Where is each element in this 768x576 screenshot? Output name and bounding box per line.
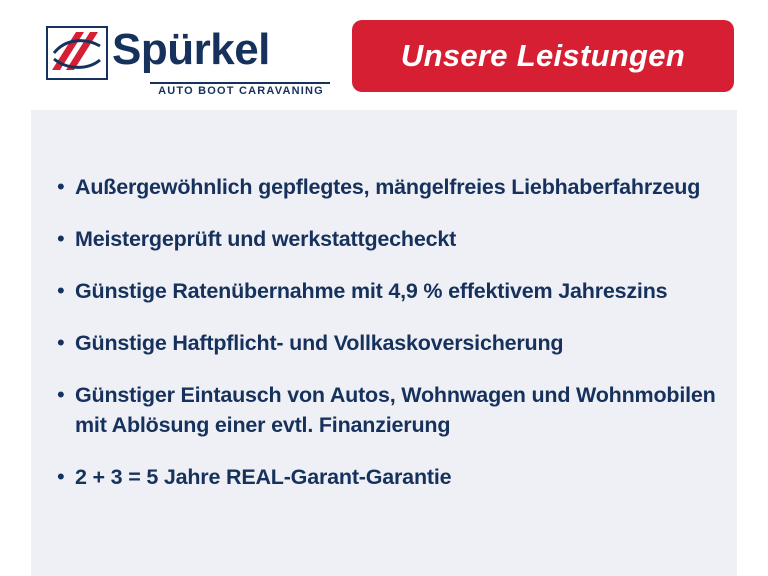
- logo-divider: [150, 82, 330, 84]
- list-item-line-1: Günstiger Eintausch von Autos, Wohnwagen und Wohnmobilen: [75, 383, 716, 407]
- brand-name: Spürkel: [112, 25, 270, 74]
- list-item-line-2: mit Ablösung einer evtl. Finanzierung: [75, 413, 451, 437]
- services-list: [57, 172, 723, 514]
- bullet-icon: •: [57, 330, 65, 355]
- services-panel: [31, 110, 737, 576]
- bullet-icon: •: [57, 226, 65, 251]
- list-item-label: Günstige Haftpflicht- und Vollkaskoversicherung: [75, 331, 564, 355]
- list-item: [57, 462, 723, 492]
- bullet-icon: •: [57, 382, 65, 407]
- list-item-label: 2 + 3 = 5 Jahre REAL-Garant-Garantie: [75, 465, 452, 489]
- banner-title: Unsere Leistungen: [400, 38, 686, 73]
- list-item: [57, 380, 723, 440]
- list-item-label: Meistergeprüft und werkstattgecheckt: [75, 227, 457, 251]
- brand-logo: [46, 22, 324, 97]
- spuerkel-s-logo-icon: [46, 26, 108, 80]
- list-item: [57, 276, 723, 306]
- bullet-icon: •: [57, 278, 65, 303]
- list-item: [57, 172, 723, 202]
- list-item: [57, 224, 723, 254]
- list-item: [57, 328, 723, 358]
- list-item-label: Außergewöhnlich gepflegtes, mängelfreies Liebhaberfahrzeug: [75, 175, 701, 199]
- list-item-label: [75, 380, 716, 440]
- page-header: [0, 0, 768, 110]
- bullet-icon: •: [57, 464, 65, 489]
- brand-tagline: AUTO BOOT CARAVANING: [158, 85, 324, 97]
- services-banner: [352, 20, 734, 92]
- list-item-label: Günstige Ratenübernahme mit 4,9 % effektivem Jahreszins: [75, 279, 668, 303]
- bullet-icon: •: [57, 174, 65, 199]
